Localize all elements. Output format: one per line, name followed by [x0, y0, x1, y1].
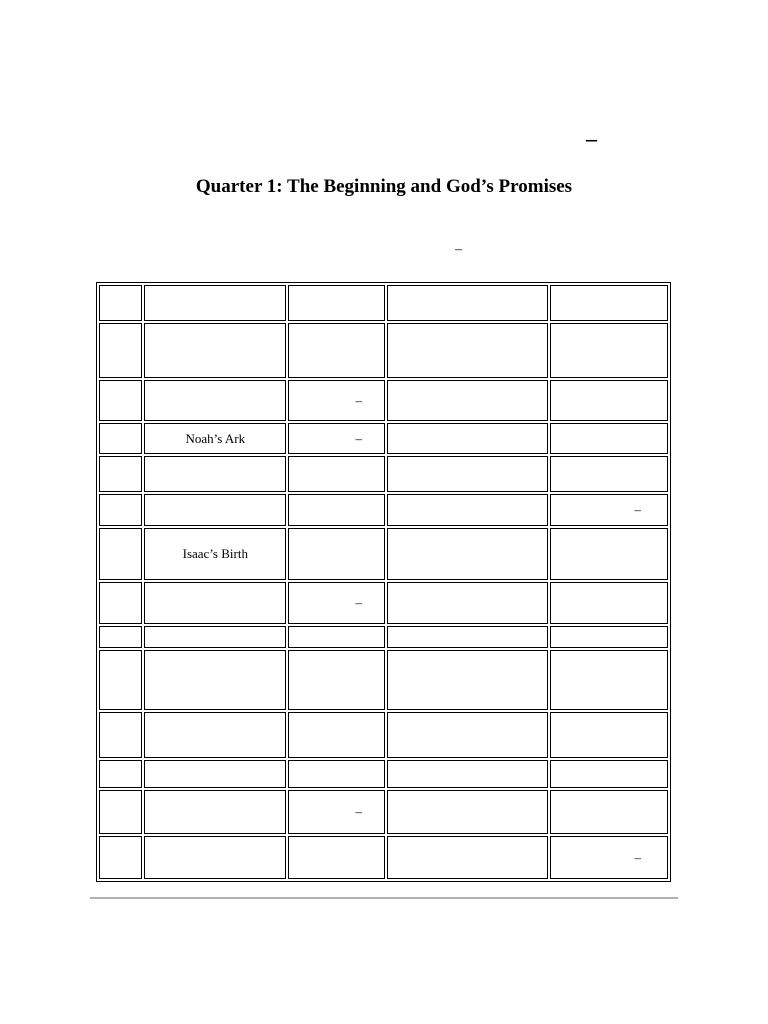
table-cell: [99, 423, 142, 454]
table-cell: [99, 528, 142, 580]
table-row: [99, 380, 668, 421]
table-cell: [288, 528, 385, 580]
table-cell: [387, 285, 548, 321]
table-cell: [99, 380, 142, 421]
table-cell: [144, 760, 286, 788]
table-cell: [550, 626, 668, 648]
table-cell: [144, 323, 286, 378]
lesson-schedule-table: [96, 282, 671, 882]
table-cell: [387, 323, 548, 378]
table-cell: [99, 456, 142, 492]
table-cell: [550, 380, 668, 421]
table-row: [99, 423, 668, 454]
subheader-dash-mark: –: [455, 242, 462, 257]
table-row: [99, 626, 668, 648]
table-cell: [288, 494, 385, 526]
table-cell: [387, 790, 548, 834]
lesson-title-isaacs-birth: Isaac’s Birth: [144, 528, 286, 580]
table-cell: [550, 582, 668, 624]
table-cell: [387, 626, 548, 648]
table-row: [99, 712, 668, 758]
table-row: [99, 323, 668, 378]
table-cell: [99, 323, 142, 378]
table-cell: [99, 790, 142, 834]
table-cell: [288, 760, 385, 788]
table-row: [99, 456, 668, 492]
table-row: [99, 285, 668, 321]
table-cell: [288, 626, 385, 648]
table-cell: [288, 285, 385, 321]
table-cell: [550, 285, 668, 321]
table-row: [99, 528, 668, 580]
table-cell: –: [288, 790, 385, 834]
table-cell: [144, 285, 286, 321]
table-cell: [387, 582, 548, 624]
table-cell: [99, 760, 142, 788]
table-cell: [550, 528, 668, 580]
table-cell: –: [550, 836, 668, 879]
table-row: [99, 790, 668, 834]
table-cell: –: [288, 582, 385, 624]
table-cell: [387, 712, 548, 758]
table-cell: [550, 423, 668, 454]
table-cell: [99, 582, 142, 624]
table-cell: [99, 712, 142, 758]
table-cell: [550, 790, 668, 834]
horizontal-divider: [90, 897, 678, 899]
table-cell: –: [288, 423, 385, 454]
table-cell: [99, 650, 142, 710]
table-cell: –: [288, 380, 385, 421]
table-cell: [387, 380, 548, 421]
table-cell: [387, 650, 548, 710]
table-cell: [387, 760, 548, 788]
table-cell: [288, 323, 385, 378]
table-cell: [99, 626, 142, 648]
table-cell: [550, 323, 668, 378]
table-row: [99, 760, 668, 788]
table-cell: [99, 836, 142, 879]
table-cell: [288, 712, 385, 758]
table-cell: [144, 582, 286, 624]
table-cell: [144, 650, 286, 710]
table-cell: [550, 650, 668, 710]
header-dash-mark: –: [586, 126, 597, 151]
table-cell: [550, 712, 668, 758]
table-cell: [387, 456, 548, 492]
table-cell: [288, 456, 385, 492]
table-cell: [288, 650, 385, 710]
table-cell: –: [550, 494, 668, 526]
table-cell: [144, 790, 286, 834]
table-row: [99, 582, 668, 624]
lesson-title-noahs-ark: Noah’s Ark: [144, 423, 286, 454]
table-cell: [387, 528, 548, 580]
table-cell: [387, 494, 548, 526]
table-cell: [144, 456, 286, 492]
table-row: [99, 836, 668, 879]
table-row: [99, 650, 668, 710]
table-cell: [387, 836, 548, 879]
table-cell: [550, 456, 668, 492]
table-cell: [144, 712, 286, 758]
table-cell: [144, 380, 286, 421]
table-cell: [288, 836, 385, 879]
table-cell: [99, 285, 142, 321]
page-title: Quarter 1: The Beginning and God’s Promises: [195, 176, 573, 197]
table-row: [99, 494, 668, 526]
table-cell: [387, 423, 548, 454]
table-cell: [144, 494, 286, 526]
table-cell: [99, 494, 142, 526]
table-cell: [144, 836, 286, 879]
table-cell: [550, 760, 668, 788]
table-cell: [144, 626, 286, 648]
